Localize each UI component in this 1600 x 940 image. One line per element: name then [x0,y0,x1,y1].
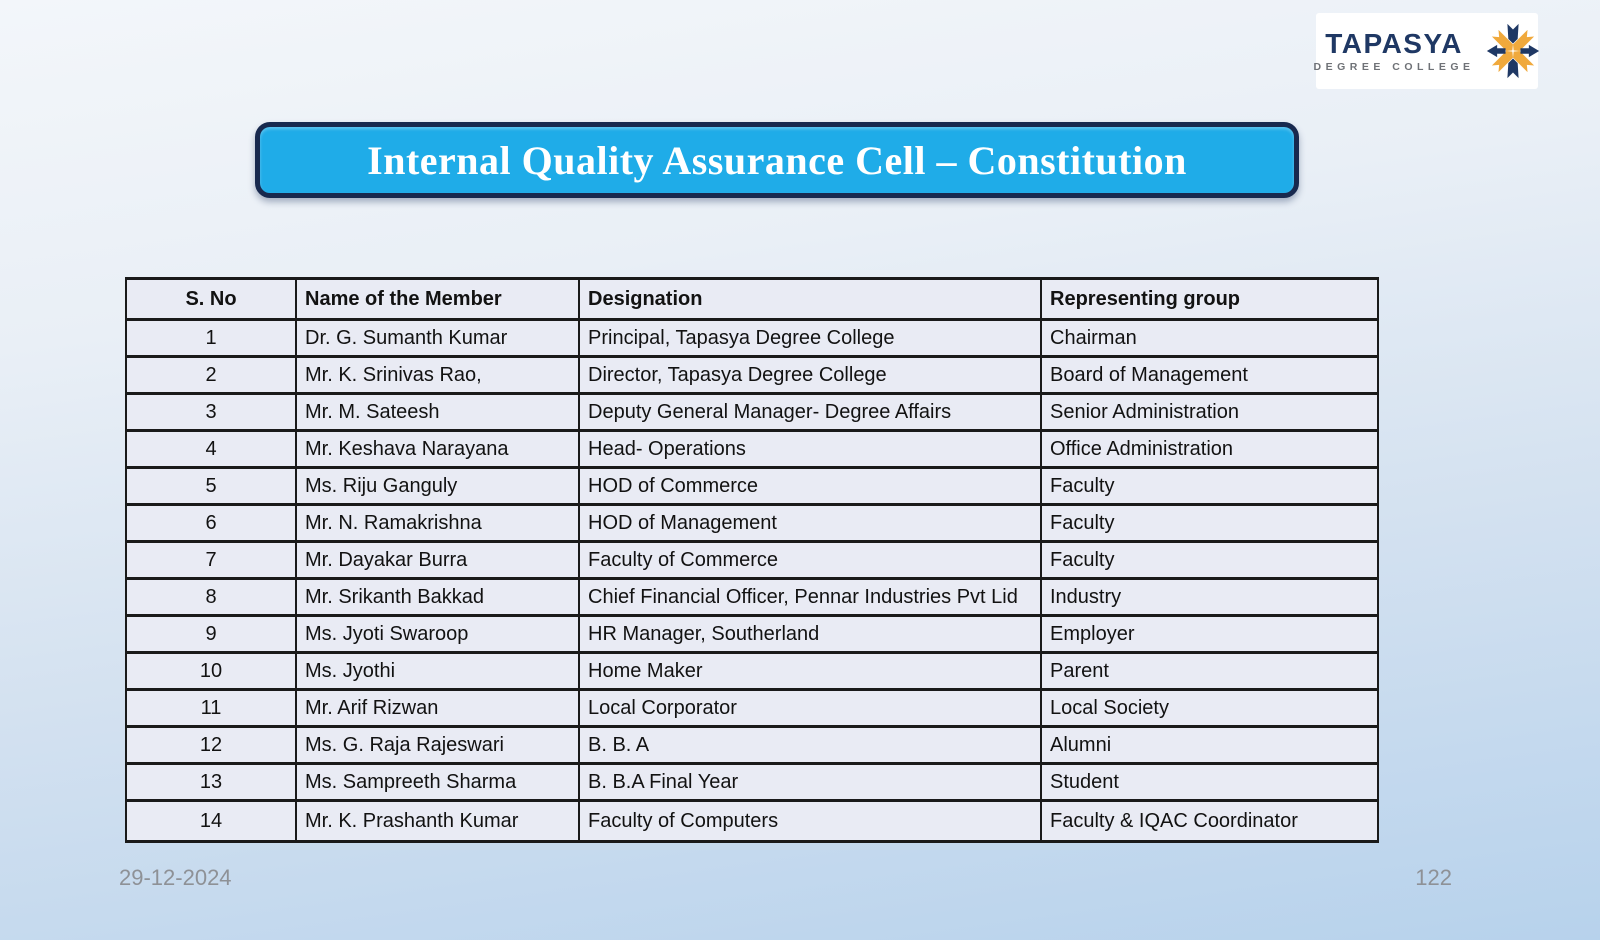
table-cell: HOD of Management [579,505,1041,542]
table-cell: Ms. Riju Ganguly [296,468,579,505]
table-cell: Mr. K. Prashanth Kumar [296,801,579,842]
table-cell: B. B. A [579,727,1041,764]
table-cell: 6 [126,505,296,542]
table-row [126,542,1378,579]
college-logo [1313,13,1538,89]
table-cell: 3 [126,394,296,431]
column-header: Representing group [1041,279,1378,320]
table-cell: Local Corporator [579,690,1041,727]
table-row [126,357,1378,394]
table-cell: Chief Financial Officer, Pennar Industries Pvt Lid [579,579,1041,616]
iqac-members-table [125,277,1379,843]
table-header-row [126,279,1378,320]
table-cell: Ms. G. Raja Rajeswari [296,727,579,764]
table-cell: 14 [126,801,296,842]
table-row [126,616,1378,653]
table-cell: Local Society [1041,690,1378,727]
table-cell: Student [1041,764,1378,801]
table-cell: Director, Tapasya Degree College [579,357,1041,394]
table-cell: Faculty & IQAC Coordinator [1041,801,1378,842]
table-cell: Mr. M. Sateesh [296,394,579,431]
table-cell: Chairman [1041,320,1378,357]
table-cell: Board of Management [1041,357,1378,394]
table-cell: Mr. Keshava Narayana [296,431,579,468]
table-cell: 4 [126,431,296,468]
table-cell: Mr. K. Srinivas Rao, [296,357,579,394]
table-row [126,505,1378,542]
table-cell: Home Maker [579,653,1041,690]
table-cell: 5 [126,468,296,505]
table-cell: Industry [1041,579,1378,616]
table-cell: Alumni [1041,727,1378,764]
table-cell: Head- Operations [579,431,1041,468]
table-cell: Faculty [1041,505,1378,542]
table-cell: Mr. Arif Rizwan [296,690,579,727]
table-cell: Faculty of Commerce [579,542,1041,579]
table-cell: 9 [126,616,296,653]
slide-date: 29-12-2024 [119,865,232,890]
column-header: Designation [579,279,1041,320]
table-cell: B. B.A Final Year [579,764,1041,801]
table-row [126,727,1378,764]
table-row [126,764,1378,801]
logo-wordmark [1313,27,1475,73]
table-row [126,394,1378,431]
column-header: S. No [126,279,296,320]
logo-college-name: TAPASYA [1325,27,1463,59]
table-cell: Ms. Sampreeth Sharma [296,764,579,801]
table-body [126,320,1378,842]
table-row [126,690,1378,727]
table-cell: Mr. Dayakar Burra [296,542,579,579]
table-cell: 10 [126,653,296,690]
table-cell: Office Administration [1041,431,1378,468]
star-compass-icon [1485,23,1541,79]
table-cell: HR Manager, Southerland [579,616,1041,653]
table-cell: Faculty [1041,542,1378,579]
table-cell: Principal, Tapasya Degree College [579,320,1041,357]
table-cell: 7 [126,542,296,579]
table-cell: Mr. N. Ramakrishna [296,505,579,542]
table-row [126,653,1378,690]
table-row [126,468,1378,505]
table-cell: 2 [126,357,296,394]
table-cell: Ms. Jyothi [296,653,579,690]
table-cell: 8 [126,579,296,616]
table-cell: 12 [126,727,296,764]
table-cell: Employer [1041,616,1378,653]
table-cell: Faculty [1041,468,1378,505]
logo-college-subtitle: DEGREE COLLEGE [1313,60,1475,73]
table-cell: Ms. Jyoti Swaroop [296,616,579,653]
table-cell: Dr. G. Sumanth Kumar [296,320,579,357]
table-cell: Deputy General Manager- Degree Affairs [579,394,1041,431]
column-header: Name of the Member [296,279,579,320]
table-cell: Faculty of Computers [579,801,1041,842]
slide-title: Internal Quality Assurance Cell – Constitution [367,137,1187,183]
table-cell: 11 [126,690,296,727]
table-header [126,279,1378,320]
table-cell: 1 [126,320,296,357]
table-cell: Senior Administration [1041,394,1378,431]
table-row [126,320,1378,357]
table-row [126,579,1378,616]
table-cell: HOD of Commerce [579,468,1041,505]
slide-title-banner [255,122,1299,198]
table-row [126,431,1378,468]
table-cell: 13 [126,764,296,801]
table-cell: Mr. Srikanth Bakkad [296,579,579,616]
table-row [126,801,1378,842]
slide-page-number: 122 [1415,865,1452,890]
table-cell: Parent [1041,653,1378,690]
